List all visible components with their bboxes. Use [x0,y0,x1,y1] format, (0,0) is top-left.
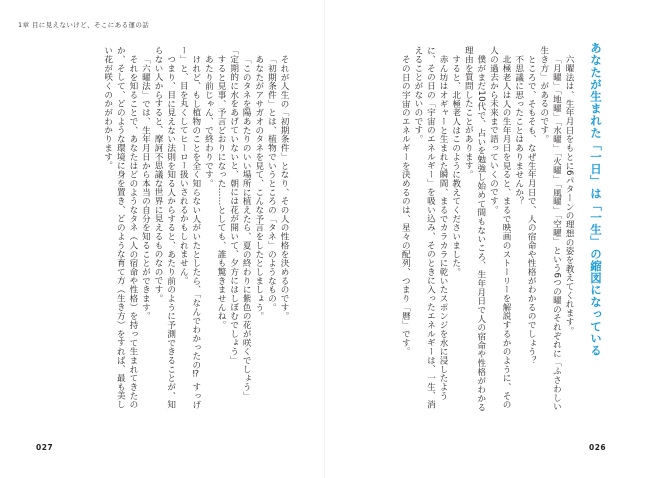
paragraph: その日の宇宙のエネルギーを決めるのは、星々の配列、つまり「暦」です。 [400,54,411,356]
paragraph: それが人生の「初期条件」となり、その人の性格を決めるのです。 [279,54,289,321]
paragraph: 赤ん坊はオギャーと生まれた瞬間、まるでカラカラに乾いたスポンジを水に浸したように、その日の「宇宙のエネルギー」を吸い込み、そのときに入ったエネルギーは、一生、消えることがないのです。 [412,46,449,409]
paragraph: すると見事、予言どおりになった……としても、誰も驚きませんね。 [216,54,227,329]
paragraph: あなたがアサガオのタネを見て、こんな予言をしたとしましょう。 [253,54,264,321]
paragraph: 六曜法は、生年月日をもとに6パターンの理想の姿を教えてくれます。 [564,54,574,335]
paragraph: ところで、そもそも、なぜ生年月日で、人の宿命や性格がわかるのでしょう？ [526,54,537,365]
paragraph: 「六曜法」では、生年月日から本当の自分を知ることができます。 [140,54,151,321]
paragraph: それを知ることで、あなたはどのようなタネ（人の宿命や性格）を持って生まれてきたのか、そして、どのような環境に身を置き、どのような育て方（生き方）をすれば、最も美しい花が咲くのかがわかります。 [102,46,138,409]
right-page-body [373,46,575,412]
running-head: 1章 目に見えないけど、そこにある運の話 [18,21,150,29]
paragraph: つまり、目に見えない法則を知る人からすると、あたり前のように予測できることが、知らない人からすると、摩訶不思議な世界に見えるものなのです。 [153,46,176,409]
page-number: 027 [36,443,54,452]
paragraph: 僕がまだ10代で、占いを勉強し始めて間もないころ、生年月日で人の宿命や性格がわかる理由を質問したことがあります。 [463,46,486,412]
paragraph: すると、北極老人はこのように教えてくださいました。 [450,54,461,276]
paragraph: 北極老人は人の生年月日を見ると、まるで映画のストーリーを解説するかのように、その人の過去から未来まで語っていくのです。 [488,46,512,409]
section-heading: あなたが生まれた「一日」は「一生」の縮図になっている [589,42,603,357]
paragraph: 「このタネを陽あたりのいい場所に植えたら、夏の終わりに紫色の花が咲くでしょう」「定期的に水をあげていないと、朝には花が開いて、夕方にはしぼむでしょう」 [228,46,252,400]
paragraph: 「月曜」「地曜」「水曜」「火曜」「風曜」「空曜」という6つの曜のそれぞれに「ふさわしい生き方」があるのです。 [538,46,562,411]
paragraph: 不思議に思ったことはありませんか？ [513,54,524,206]
paragraph: 「初期条件」とは、植物でいうところの「タネ」のようなもの。 [266,54,277,312]
left-page-body [54,46,290,412]
right-page [325,0,650,478]
paragraph: あたり前じゃん、で終わりです。 [203,54,214,188]
paragraph: けれど、もし植物のことを全く知らない人がいたとしたら、「なんでわかったの⁉ すっげー」と、目を丸くしてヒーロー扱いされるかもしれません。 [178,46,201,409]
page-number: 026 [589,443,607,452]
